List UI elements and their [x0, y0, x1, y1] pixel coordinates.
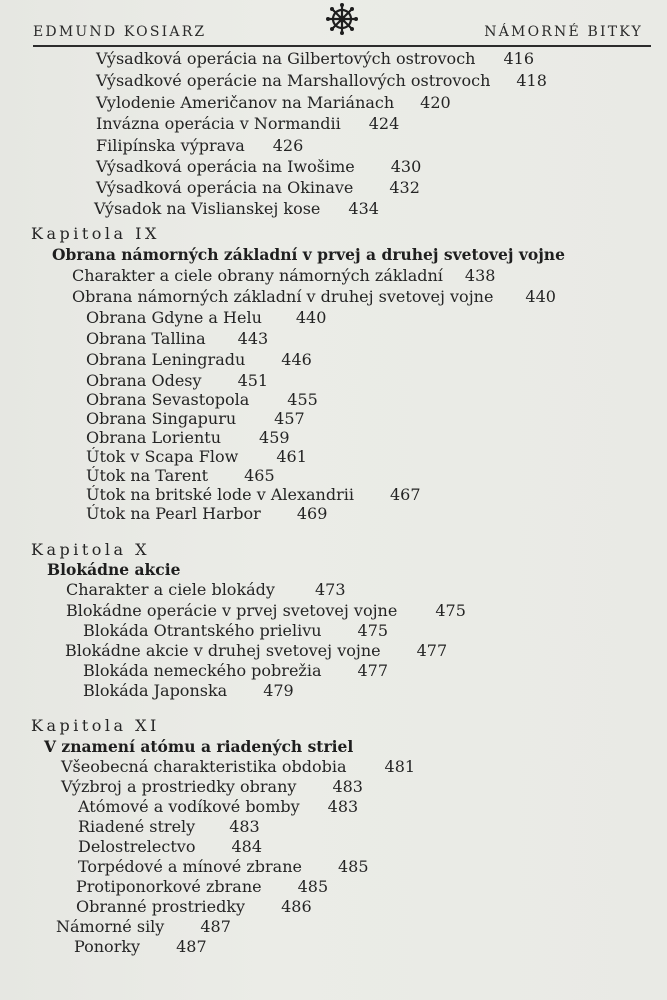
- toc-entry: Filipínska výprava 426: [96, 136, 304, 155]
- running-header: [33, 18, 651, 48]
- chapter-label: Kapitola X: [31, 540, 151, 559]
- toc-entry: Protiponorkové zbrane 485: [76, 877, 329, 896]
- toc-entry: Blokáda nemeckého pobrežia 477: [83, 661, 389, 680]
- toc-entry: Všeobecná charakteristika obdobia 481: [61, 757, 416, 776]
- toc-entry: Útok na britské lode v Alexandrii 467: [86, 485, 421, 504]
- chapter-label: Kapitola IX: [31, 224, 160, 243]
- toc-entry: Výsadkové operácie na Marshallových ostrovoch 418: [96, 71, 547, 90]
- toc-entry: Blokádne akcie v druhej svetovej vojne 477: [65, 641, 448, 660]
- toc-entry: Obrana Gdyne a Helu 440: [86, 308, 327, 327]
- toc-entry: Atómové a vodíkové bomby 483: [78, 797, 359, 816]
- header-author: EDMUND KOSIARZ: [33, 24, 207, 40]
- toc-entry: Charakter a ciele blokády 473: [66, 580, 346, 599]
- toc-entry: Výsadok na Vislianskej kose 434: [94, 199, 379, 218]
- toc-entry: Obrana Tallina 443: [86, 329, 269, 348]
- toc-entry: Útok na Pearl Harbor 469: [86, 504, 328, 523]
- ship-wheel-icon: [325, 2, 359, 36]
- toc-entry: Obrana Lorientu 459: [86, 428, 290, 447]
- chapter-title: Obrana námorných základní v prvej a druhej svetovej vojne: [52, 245, 565, 264]
- toc-entry: Obrana Singapuru 457: [86, 409, 305, 428]
- toc-entry: Blokáda Otrantského prielivu 475: [83, 621, 389, 640]
- header-rule: [33, 45, 651, 47]
- toc-entry: Delostrelectvo 484: [78, 837, 262, 856]
- toc-entry: Výsadková operácia na Iwošime 430: [96, 157, 422, 176]
- toc-entry: Blokáda Japonska 479: [83, 681, 294, 700]
- toc-entry: Útok na Tarent 465: [86, 466, 275, 485]
- toc-entry: Riadené strely 483: [78, 817, 260, 836]
- toc-entry: Invázna operácia v Normandii 424: [96, 114, 400, 133]
- chapter-title: V znamení atómu a riadených striel: [44, 737, 354, 756]
- toc-entry: Útok v Scapa Flow 461: [86, 447, 307, 466]
- toc-entry: Výsadková operácia na Okinave 432: [96, 178, 420, 197]
- toc-entry: Vylodenie Američanov na Mariánach 420: [96, 93, 451, 112]
- toc-entry: Výzbroj a prostriedky obrany 483: [61, 777, 363, 796]
- toc-entry: Blokádne operácie v prvej svetovej vojne 475: [66, 601, 466, 620]
- chapter-title: Blokádne akcie: [47, 560, 181, 579]
- header-book-title: NÁMORNÉ BITKY: [484, 24, 643, 40]
- toc-entry: Výsadková operácia na Gilbertových ostrovoch 416: [96, 49, 534, 68]
- toc-entry: Torpédové a mínové zbrane 485: [78, 857, 369, 876]
- toc-entry: Ponorky 487: [74, 937, 207, 956]
- chapter-label: Kapitola XI: [31, 716, 160, 735]
- toc-entry: Charakter a ciele obrany námorných základní 438: [72, 266, 496, 285]
- toc-entry: Obrana námorných základní v druhej svetovej vojne 440: [72, 287, 556, 306]
- toc-entry: Námorné sily 487: [56, 917, 231, 936]
- toc-entry: Obrana Leningradu 446: [86, 350, 312, 369]
- toc-entry: Obranné prostriedky 486: [76, 897, 312, 916]
- toc-entry: Obrana Sevastopola 455: [86, 390, 318, 409]
- toc-entry: Obrana Odesy 451: [86, 371, 269, 390]
